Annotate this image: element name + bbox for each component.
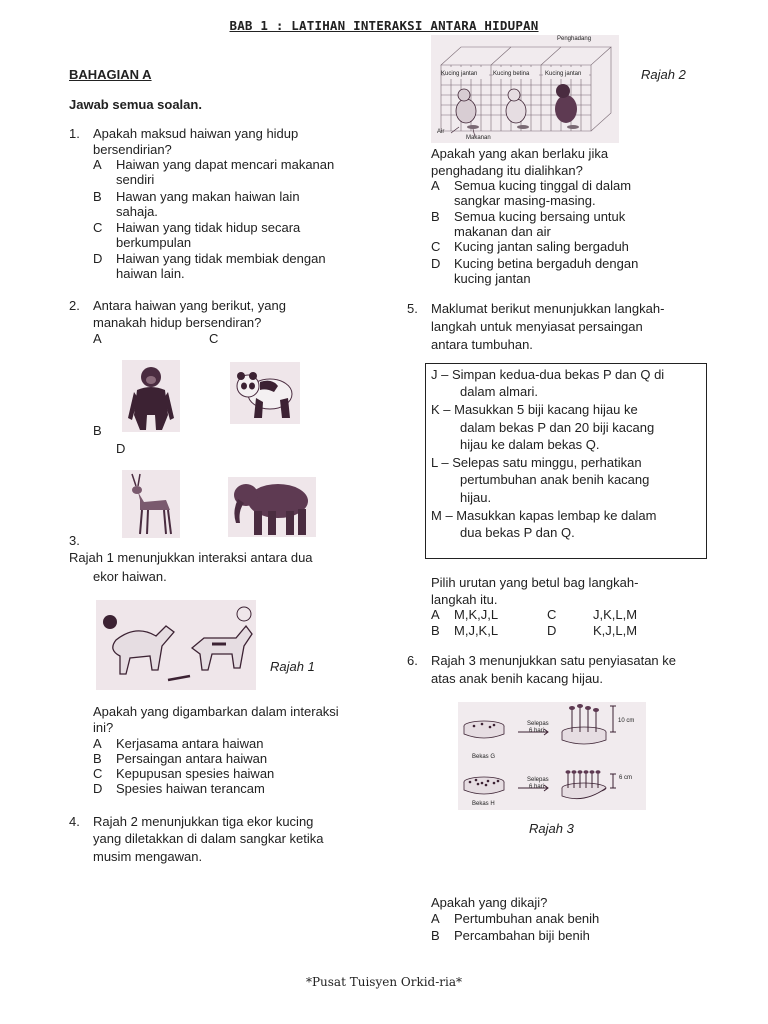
q3-option-d-text: Spesies haiwan terancam <box>116 781 265 796</box>
q4-question-line1: Apakah yang akan berlaku jika <box>431 146 609 161</box>
rajah3-label: Rajah 3 <box>529 821 574 836</box>
q1-option-c-line1: Haiwan yang tidak hidup secara <box>116 220 301 235</box>
footer: *Pusat Tuisyen Orkid-ria* <box>305 975 463 989</box>
q6-option-b-text: Percambahan biji benih <box>454 928 590 943</box>
rajah3-6cm-label: 6 cm <box>619 775 633 781</box>
instruction: Jawab semua soalan. <box>69 97 202 112</box>
q5-option-c-letter: C <box>547 607 557 622</box>
q4-text-line3: musim mengawan. <box>93 849 203 864</box>
q4-option-c-line1: Kucing jantan saling bergaduh <box>454 239 629 254</box>
q1-text-line1: Apakah maksud haiwan yang hidup <box>93 126 299 141</box>
q6-text-line2: atas anak benih kacang hijau. <box>431 671 604 686</box>
q5-option-d-text: K,J,L,M <box>593 623 638 638</box>
q5-option-b-text: M,J,K,L <box>454 623 499 638</box>
rajah3-container-h-label: Bekas H <box>472 801 495 807</box>
page-title: BAB 1 : LATIHAN INTERAKSI ANTARA HIDUPAN <box>229 18 539 33</box>
q3-question-line2: ini? <box>93 720 114 735</box>
q5-option-d-letter: D <box>547 623 557 638</box>
q3-text-line1: Rajah 1 menunjukkan interaksi antara dua <box>69 550 313 565</box>
q6-option-b-letter: B <box>431 928 440 943</box>
rajah2-cat3-label: Kucing jantan <box>545 71 582 77</box>
step-l-line3: hijau. <box>460 490 492 505</box>
q4-question-line2: penghadang itu dialihkan? <box>431 163 583 178</box>
q2-label-c: C <box>209 331 219 346</box>
step-m-line2: dua bekas P dan Q. <box>460 525 575 540</box>
q6-text-line1: Rajah 3 menunjukkan satu penyiasatan ke <box>431 653 676 668</box>
q5-text-line2: langkah untuk menyiasat persaingan <box>431 319 643 334</box>
q4-text-line2: yang diletakkan di dalam sangkar ketika <box>93 831 324 846</box>
q5-question-line1: Pilih urutan yang betul bag langkah- <box>431 575 639 590</box>
rajah3-after-label-2: Selepas <box>527 777 549 783</box>
q4-option-b-line1: Semua kucing bersaing untuk <box>454 209 626 224</box>
q6-option-a-text: Pertumbuhan anak benih <box>454 911 600 926</box>
step-k-line2: dalam bekas P dan 20 biji kacang <box>460 420 655 435</box>
q1-option-a-letter: A <box>93 157 102 172</box>
rajah2-water-label: Air <box>437 129 445 135</box>
q2-label-d: D <box>116 441 126 456</box>
rajah2-divider-label: Penghadang <box>557 36 592 42</box>
q1-option-a-line2: sendiri <box>116 172 155 187</box>
rajah2-cat2-label: Kucing betina <box>493 71 530 77</box>
q2-text-line1: Antara haiwan yang berikut, yang <box>93 298 286 313</box>
q3-option-c-text: Kepupusan spesies haiwan <box>116 766 275 781</box>
deer-image <box>122 470 180 538</box>
q1-option-d-line2: haiwan lain. <box>116 266 185 281</box>
q6-number: 6. <box>407 653 418 668</box>
step-j-line2: dalam almari. <box>460 384 539 399</box>
q1-option-d-letter: D <box>93 251 103 266</box>
panda-image <box>230 362 300 424</box>
step-l-line1: L – Selepas satu minggu, perhatikan <box>431 455 642 470</box>
q4-option-b-letter: B <box>431 209 440 224</box>
step-k-line3: hijau ke dalam bekas Q. <box>460 437 600 452</box>
q6-question: Apakah yang dikaji? <box>431 895 548 910</box>
q5-option-c-text: J,K,L,M <box>593 607 638 622</box>
q4-option-d-line2: kucing jantan <box>454 271 531 286</box>
q5-question-line2: langkah itu. <box>431 592 498 607</box>
q3-option-c-letter: C <box>93 766 103 781</box>
q3-question-line1: Apakah yang digambarkan dalam interaksi <box>93 704 339 719</box>
q4-option-a-line1: Semua kucing tinggal di dalam <box>454 178 632 193</box>
q4-number: 4. <box>69 814 80 829</box>
step-j-line1: J – Simpan kedua-dua bekas P dan Q di <box>431 367 665 382</box>
rajah2-cages-image <box>431 35 619 143</box>
q1-option-c-letter: C <box>93 220 103 235</box>
q1-number: 1. <box>69 126 80 141</box>
q1-option-b-line1: Hawan yang makan haiwan lain <box>116 189 300 204</box>
rajah3-after-label-1: Selepas <box>527 721 549 727</box>
q4-option-a-line2: sangkar masing-masing. <box>454 193 596 208</box>
q4-option-b-line2: makanan dan air <box>454 224 551 239</box>
q4-option-d-letter: D <box>431 256 441 271</box>
q1-option-a-line1: Haiwan yang dapat mencari makanan <box>116 157 335 172</box>
q1-option-c-line2: berkumpulan <box>116 235 192 250</box>
q3-number: 3. <box>69 533 80 548</box>
q2-number: 2. <box>69 298 80 313</box>
q1-option-b-line2: sahaja. <box>116 204 158 219</box>
step-l-line2: pertumbuhan anak benih kacang <box>460 472 650 487</box>
q5-option-a-text: M,K,J,L <box>454 607 499 622</box>
rajah1-dogs-image <box>96 600 256 690</box>
section-heading: BAHAGIAN A <box>69 67 152 82</box>
q2-text-line2: manakah hidup bersendiran? <box>93 315 262 330</box>
step-m-line1: M – Masukkan kapas lembap ke dalam <box>431 508 657 523</box>
q1-option-b-letter: B <box>93 189 102 204</box>
q5-text-line1: Maklumat berikut menunjukkan langkah- <box>431 301 665 316</box>
q1-option-d-line1: Haiwan yang tidak membiak dengan <box>116 251 326 266</box>
q5-number: 5. <box>407 301 418 316</box>
q3-option-a-letter: A <box>93 736 102 751</box>
q4-option-c-letter: C <box>431 239 441 254</box>
rajah3-container-g-label: Bekas G <box>472 754 496 760</box>
step-k-line1: K – Masukkan 5 biji kacang hijau ke <box>431 402 638 417</box>
q6-option-a-letter: A <box>431 911 440 926</box>
q2-label-a: A <box>93 331 102 346</box>
rajah2-cat1-label: Kucing jantan <box>441 71 478 77</box>
q5-option-a-letter: A <box>431 607 440 622</box>
q5-text-line3: antara tumbuhan. <box>431 337 533 352</box>
chimpanzee-image <box>122 360 180 432</box>
q3-option-d-letter: D <box>93 781 103 796</box>
q1-text-line2: bersendirian? <box>93 142 172 157</box>
rajah3-days-label-2: 6 hari <box>529 784 545 790</box>
rajah2-label: Rajah 2 <box>641 67 686 82</box>
rajah2-food-label: Makanan <box>466 135 491 141</box>
q2-label-b: B <box>93 423 102 438</box>
q4-option-d-line1: Kucing betina bergaduh dengan <box>454 256 639 271</box>
rajah3-10cm-label: 10 cm <box>618 718 635 724</box>
q4-text-line1: Rajah 2 menunjukkan tiga ekor kucing <box>93 814 314 829</box>
q3-option-b-text: Persaingan antara haiwan <box>116 751 268 766</box>
rajah1-label: Rajah 1 <box>270 659 315 674</box>
q3-option-a-text: Kerjasama antara haiwan <box>116 736 264 751</box>
q3-text-line2: ekor haiwan. <box>93 569 167 584</box>
elephant-image <box>228 477 316 537</box>
q5-option-b-letter: B <box>431 623 440 638</box>
q4-option-a-letter: A <box>431 178 440 193</box>
rajah3-days-label-1: 6 hari <box>529 728 545 734</box>
q3-option-b-letter: B <box>93 751 102 766</box>
